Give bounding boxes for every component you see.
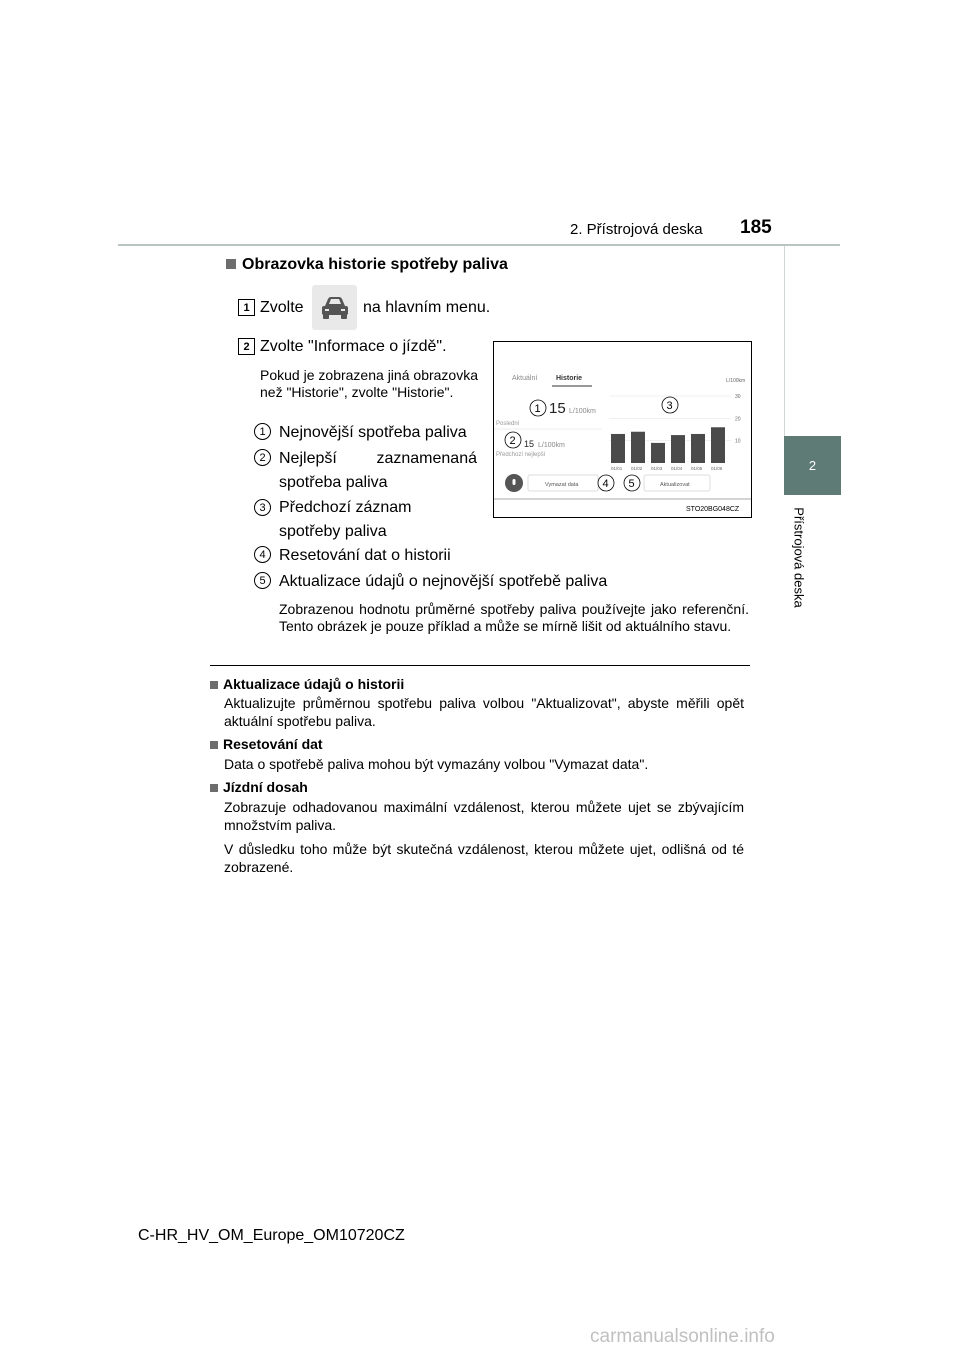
x-tick-label: 01/05 [691, 466, 703, 471]
square-bullet-icon [226, 259, 236, 269]
callout-4-label: 4 [602, 478, 609, 490]
best-value: 15 [524, 439, 535, 449]
item-number: 3 [254, 499, 271, 516]
chart-bar [711, 427, 725, 463]
subsection-text: Data o spotřebě paliva mohou být vymazány volbou "Vymazat data". [224, 756, 649, 772]
subsection-title-text: Jízdní dosah [223, 779, 308, 795]
latest-value: 15 [549, 400, 566, 417]
section-divider [210, 665, 750, 666]
item-text: Aktualizace údajů o nejnovější spotřebě paliva [279, 573, 608, 590]
subsection-title-text: Resetování dat [223, 736, 323, 752]
subsection-text: V důsledku toho může být skutečná vzdálenost, kterou můžete ujet, odlišná od té zobrazené. [224, 841, 744, 875]
section-title: 2. Přístrojová deska [570, 221, 703, 238]
y-tick-label: 30 [735, 394, 741, 400]
item-text: Nejnovější spotřeba paliva [279, 424, 467, 441]
chapter-tab [784, 436, 841, 495]
item-text: Předchozí záznam spotřeby paliva [279, 499, 412, 540]
mic-icon [513, 479, 516, 485]
subsection-title-text: Aktualizace údajů o historii [223, 676, 405, 692]
best-label: Předchozí nejlepší [496, 452, 546, 458]
y-unit-label: L/100km [726, 378, 746, 384]
square-bullet-icon [210, 681, 218, 689]
subsection-title [210, 676, 404, 692]
best-unit: L/100km [538, 442, 565, 449]
item-number: 1 [254, 423, 271, 440]
chapter-number: 2 [808, 458, 817, 473]
callout-2-label: 2 [509, 435, 516, 447]
subsection-text: Aktualizujte průměrnou spotřebu paliva volbou "Aktualizovat", abyste měřili opět aktuální spotřebu paliva. [224, 695, 744, 729]
subsection-title [210, 779, 308, 795]
item-text: Nejlepší zaznamenaná spotřeba paliva [279, 450, 477, 491]
chapter-label-text: Přístrojová deska [791, 507, 807, 608]
history-chart [494, 342, 751, 517]
tab-current: Aktuální [512, 375, 538, 382]
step-number: 1 [238, 299, 255, 316]
clear-data-label: Vymazat data [545, 482, 579, 488]
section-heading-text: Obrazovka historie spotřeby paliva [242, 256, 508, 273]
subsection-text: Zobrazuje odhadovanou maximální vzdálenost, kterou můžete ujet se zbývajícím množstvím paliva. [224, 799, 744, 833]
chart-bar [671, 435, 685, 463]
y-tick-label: 20 [735, 416, 741, 423]
step-note: Pokud je zobrazena jiná obrazovka než "Historie", zvolte "Historie". [260, 367, 478, 400]
latest-label: Poslední [496, 421, 520, 427]
document-code: C-HR_HV_OM_Europe_OM10720CZ [138, 1227, 405, 1244]
callout-3-label: 3 [666, 400, 673, 412]
chart-bar [611, 434, 625, 463]
car-icon [312, 285, 357, 330]
x-tick-label: 01/03 [651, 466, 663, 471]
update-label: Aktualizovat [660, 482, 690, 488]
page-number: 185 [740, 217, 772, 238]
item-number: 2 [254, 449, 271, 466]
step-number: 2 [238, 338, 255, 355]
square-bullet-icon [210, 741, 218, 749]
step-text: na hlavním menu. [363, 299, 491, 316]
chart-bar [651, 443, 665, 463]
callout-5-label: 5 [628, 478, 635, 490]
header-divider [118, 244, 840, 246]
side-divider [784, 246, 785, 436]
chapter-label [789, 500, 805, 620]
x-tick-label: 01/06 [711, 466, 723, 471]
item-number: 4 [254, 546, 271, 563]
chart-bar [631, 432, 645, 463]
history-screen-figure [493, 341, 752, 518]
section-heading [226, 256, 508, 274]
step-text: Zvolte [260, 299, 304, 316]
tab-history: Historie [556, 375, 583, 382]
subsection-title [210, 736, 323, 752]
watermark: carmanualsonline.info [590, 1326, 775, 1347]
chart-bar [691, 434, 705, 463]
item-text: Resetování dat o historii [279, 547, 451, 564]
square-bullet-icon [210, 784, 218, 792]
x-tick-label: 01/04 [671, 466, 683, 471]
latest-unit: L/100km [569, 408, 596, 415]
figure-code: STO20BG048CZ [686, 506, 740, 513]
item-number: 5 [254, 572, 271, 589]
callout-1-label: 1 [534, 403, 541, 415]
step-text: Zvolte "Informace o jízdě". [260, 338, 447, 355]
y-tick-label: 10 [735, 438, 741, 445]
x-tick-label: 01/02 [631, 466, 643, 471]
items-note: Zobrazenou hodnotu průměrné spotřeby paliva používejte jako referenční. Tento obrázek je pouze příklad a může se mírně lišit od aktuálního stavu. [279, 601, 749, 634]
x-tick-label: 01/01 [611, 466, 623, 471]
